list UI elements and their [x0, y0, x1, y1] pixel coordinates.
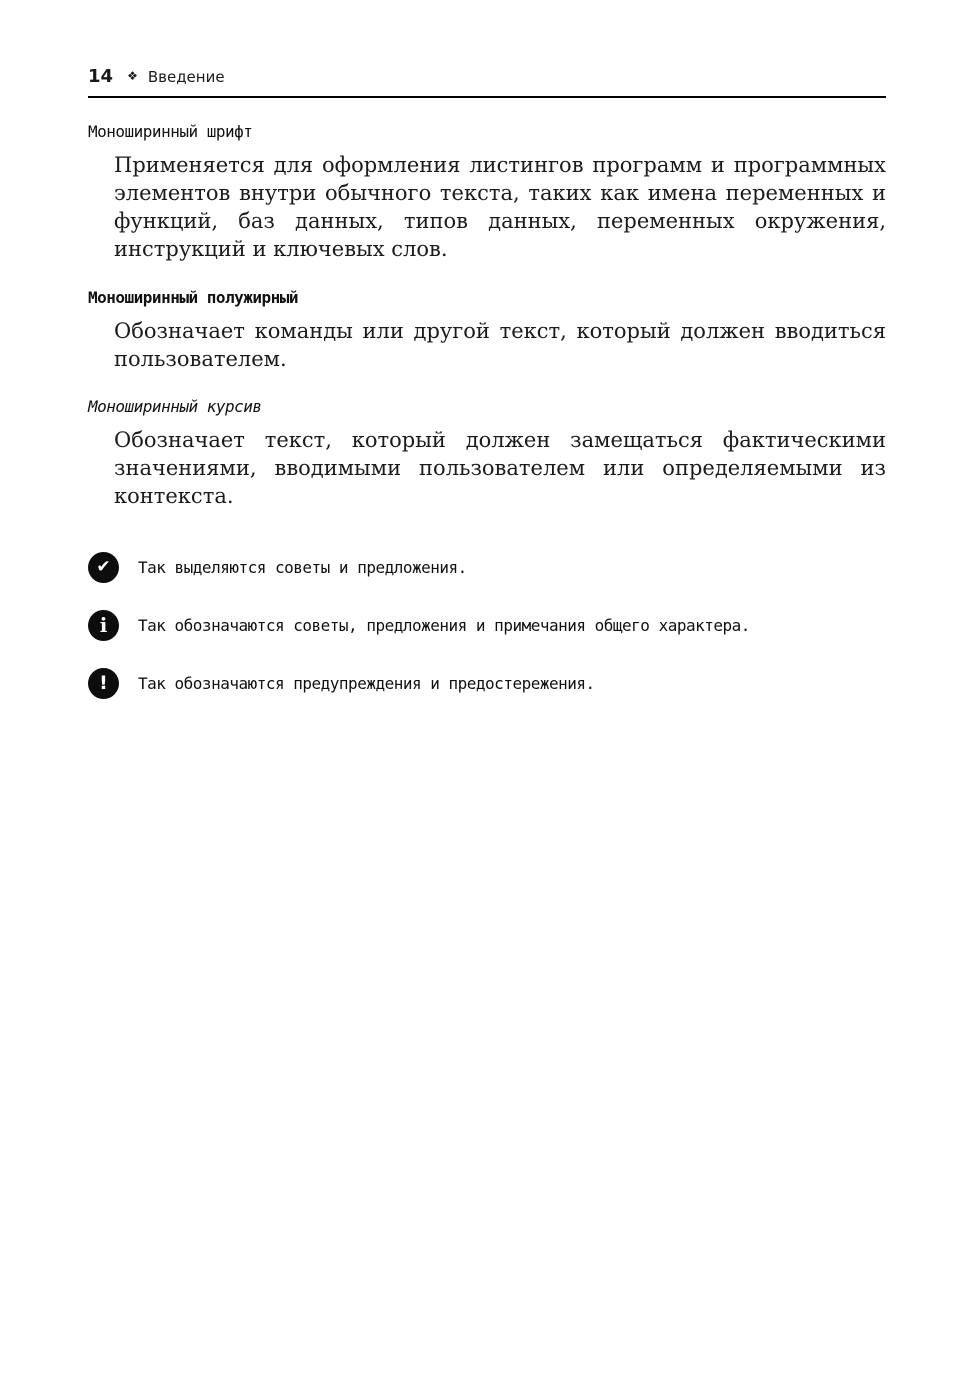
- note-tip-text: Так выделяются советы и предложения.: [138, 558, 467, 578]
- term-description-monospace-italic: Обозначает текст, который должен замещаться фактическими значениями, вводимыми пользователем или определяемыми из контекста.: [114, 427, 886, 508]
- info-glyph: i: [99, 612, 108, 637]
- term-label-monospace: Моноширинный шрифт: [88, 122, 253, 141]
- check-icon: [88, 552, 119, 583]
- check-glyph: ✔: [96, 557, 111, 578]
- info-icon: [88, 610, 119, 641]
- note-warning-text: Так обозначаются предупреждения и предостережения.: [138, 674, 595, 694]
- note-info: [88, 610, 886, 641]
- term-label-monospace-italic: Моноширинный курсив: [88, 396, 262, 416]
- term-label-monospace-bold: Моноширинный полужирный: [88, 287, 299, 307]
- page-header: [88, 66, 886, 98]
- diamond-icon: ❖: [127, 69, 138, 83]
- warning-glyph: !: [99, 672, 108, 695]
- notes-legend: [88, 552, 886, 699]
- page-number: 14: [88, 66, 114, 87]
- chapter-title: Введение: [147, 68, 225, 86]
- note-info-text: Так обозначаются советы, предложения и примечания общего характера.: [138, 616, 750, 636]
- term-description-monospace: Применяется для оформления листингов программ и программных элементов внутри обычного текста, таких как имена переменных и функций, баз данных, типов данных, переменных окружения, инструкций и ключевых слов.: [114, 153, 886, 262]
- note-warning: [88, 668, 886, 699]
- term-description-monospace-bold: Обозначает команды или другой текст, который должен вводиться пользователем.: [114, 318, 886, 371]
- note-tip: [88, 552, 886, 583]
- warning-icon: [88, 668, 119, 699]
